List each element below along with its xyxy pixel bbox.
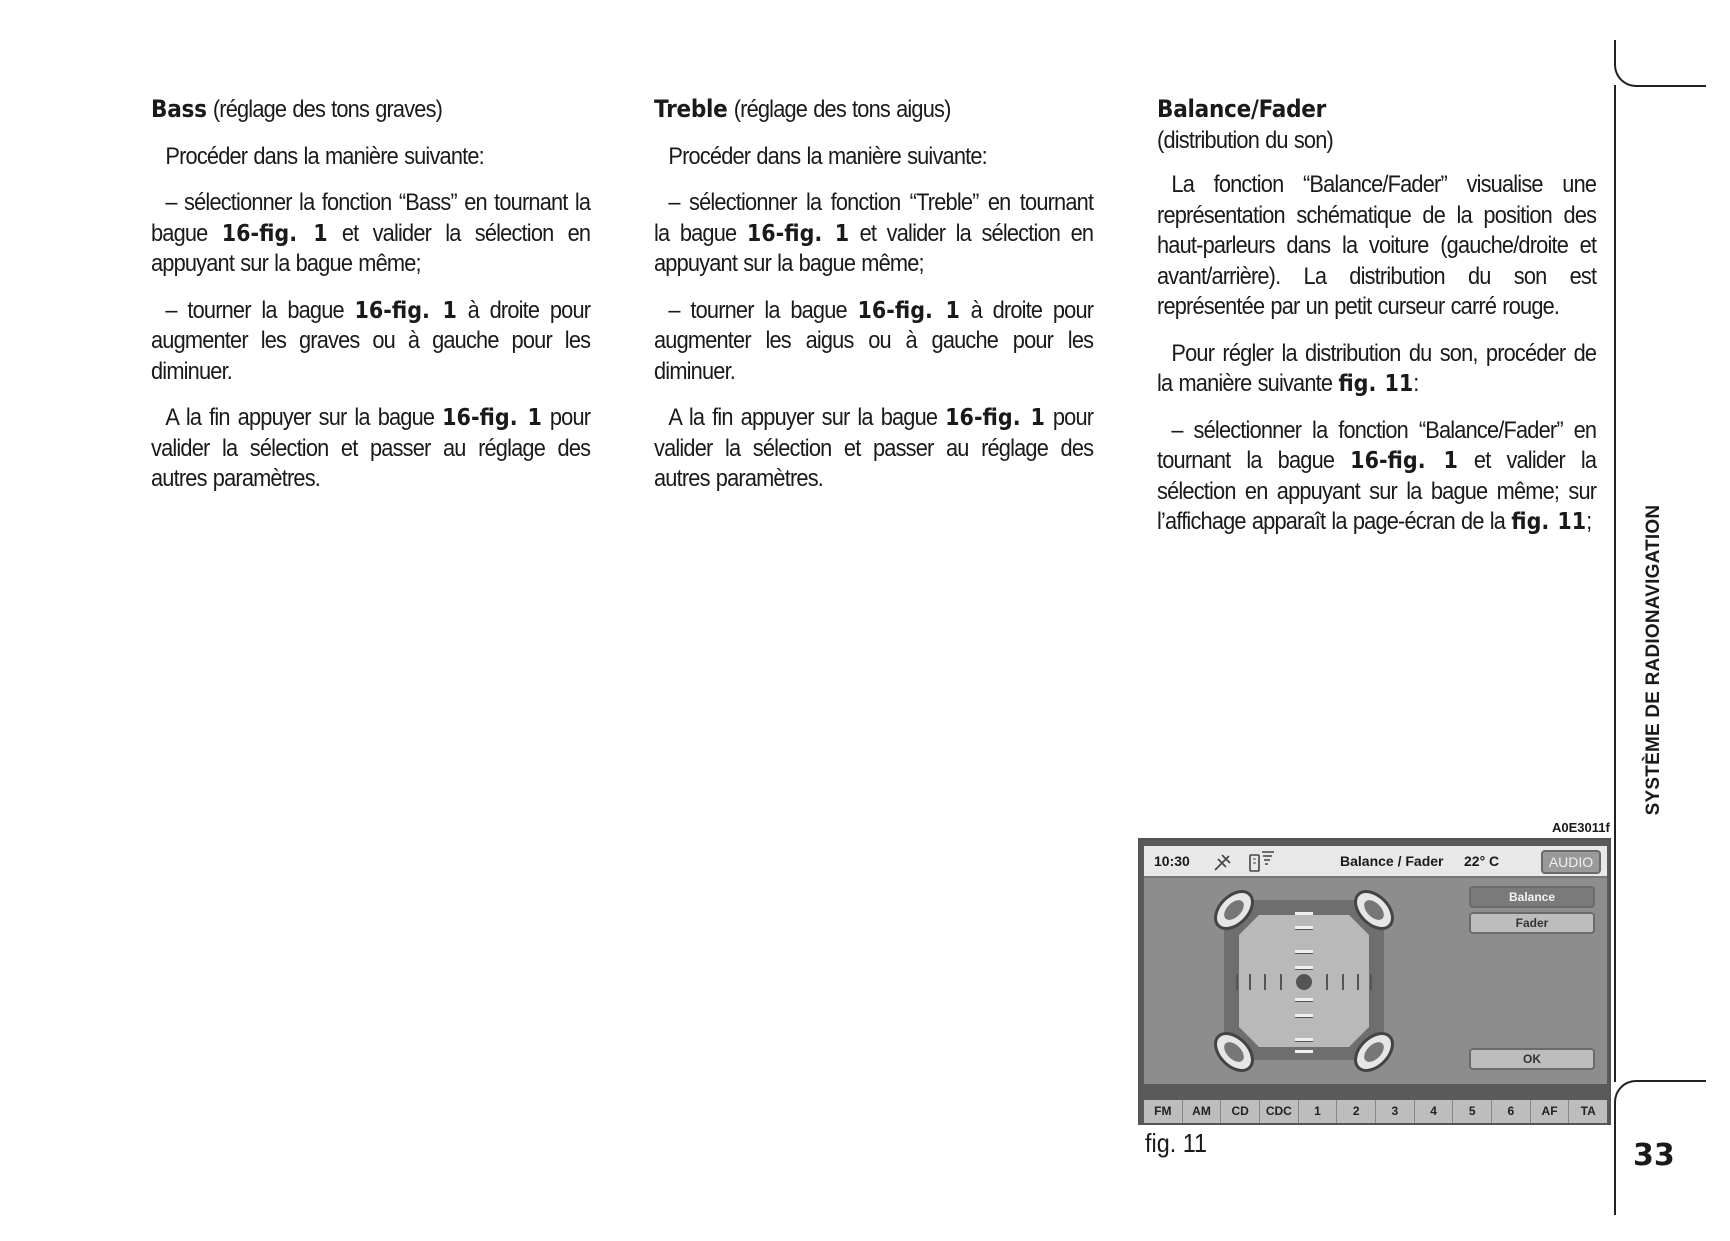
source-button[interactable]: 2 — [1336, 1100, 1375, 1123]
satellite-icon — [1212, 851, 1234, 873]
margin-tab-top — [1614, 40, 1706, 87]
balance-button[interactable]: Balance — [1469, 886, 1595, 908]
treble-title: Treble — [654, 95, 728, 123]
screen-status-bar — [1144, 846, 1607, 878]
margin-rule — [1614, 85, 1616, 1082]
source-button[interactable]: FM — [1154, 1104, 1172, 1118]
bass-title-note: (réglage des tons graves) — [212, 96, 443, 123]
column-treble — [654, 94, 1094, 511]
audio-mode-button[interactable]: AUDIO — [1541, 850, 1601, 874]
figure-code: A0E3011f — [1552, 820, 1610, 835]
source-button[interactable]: 6 — [1491, 1100, 1530, 1123]
temperature: 22° C — [1464, 853, 1500, 869]
phone-signal-icon — [1248, 849, 1276, 873]
distribution-cursor[interactable] — [1296, 974, 1312, 990]
source-button[interactable]: CD — [1220, 1100, 1259, 1123]
speaker-layout-area — [1144, 878, 1607, 1084]
speaker-diagram — [1204, 880, 1404, 1082]
balance-heading — [1157, 94, 1596, 156]
bass-intro: Procéder dans la manière suivante: — [165, 142, 484, 170]
treble-step-select: – sélectionner la fonction “Treble” en tournant la bague 16-fig. 1 et valider la sélection en appuyant sur la bague même; — [654, 189, 1094, 277]
fader-button[interactable]: Fader — [1469, 912, 1595, 934]
source-button[interactable]: AF — [1530, 1100, 1569, 1123]
bass-step-validate: A la fin appuyer sur la bague 16-fig. 1 pour valider la sélection et passer au réglage des autres paramètres. — [151, 404, 591, 492]
screen-title: Balance / Fader — [1340, 853, 1444, 869]
clock: 10:30 — [1154, 853, 1190, 869]
column-bass — [151, 94, 591, 511]
source-button[interactable]: AM — [1182, 1100, 1221, 1123]
section-title: SYSTÈME DE RADIONAVIGATION — [1643, 504, 1664, 816]
bass-title: Bass — [151, 95, 207, 123]
balance-fader-screen — [1138, 838, 1611, 1125]
treble-title-note: (réglage des tons aigus) — [733, 96, 951, 123]
source-bar — [1144, 1100, 1607, 1123]
source-button[interactable]: TA — [1568, 1100, 1607, 1123]
balance-subtitle: (distribution du son) — [1157, 126, 1333, 154]
balance-step-select: – sélectionner la fonction “Balance/Fader” en tournant la bague 16-fig. 1 et valider la sélection en appuyant sur la bague même; sur l’affichage apparaît la page-écran de la fig. 11; — [1157, 416, 1597, 535]
margin-tab-bottom — [1614, 1080, 1706, 1127]
treble-intro: Procéder dans la manière suivante: — [668, 142, 987, 170]
bass-step-turn: – tourner la bague 16-fig. 1 à droite pour augmenter les graves ou à gauche pour les diminuer. — [151, 296, 591, 385]
bass-heading — [151, 94, 590, 126]
source-button[interactable]: 1 — [1298, 1100, 1337, 1123]
margin-rule-lower — [1614, 1125, 1616, 1215]
source-button[interactable]: 3 — [1375, 1100, 1414, 1123]
balance-title: Balance/Fader — [1157, 95, 1327, 123]
balance-description: La fonction “Balance/Fader” visualise une représentation schématique de la position des haut-parleurs dans la voiture (gauche/droite et avant/arrière). La distribution du son est représentée par un petit curseur carré rouge. — [1157, 171, 1597, 320]
treble-step-turn: – tourner la bague 16-fig. 1 à droite pour augmenter les aigus ou à gauche pour les diminuer. — [654, 296, 1094, 385]
source-button[interactable]: 5 — [1452, 1100, 1491, 1123]
column-balance-fader — [1157, 94, 1597, 554]
page-number: 33 — [1633, 1138, 1675, 1173]
ok-button[interactable]: OK — [1469, 1048, 1595, 1070]
source-button[interactable]: 4 — [1414, 1100, 1453, 1123]
treble-step-validate: A la fin appuyer sur la bague 16-fig. 1 pour valider la sélection et passer au réglage des autres paramètres. — [654, 404, 1094, 492]
figure-label: fig. 11 — [1145, 1128, 1208, 1158]
treble-heading — [654, 94, 1093, 126]
source-button[interactable]: CDC — [1259, 1100, 1298, 1123]
balance-procedure: Pour régler la distribution du son, procéder de la manière suivante fig. 11: — [1157, 339, 1597, 397]
bass-step-select: – sélectionner la fonction “Bass” en tournant la bague 16-fig. 1 et valider la sélection en appuyant sur la bague même; — [151, 189, 591, 277]
